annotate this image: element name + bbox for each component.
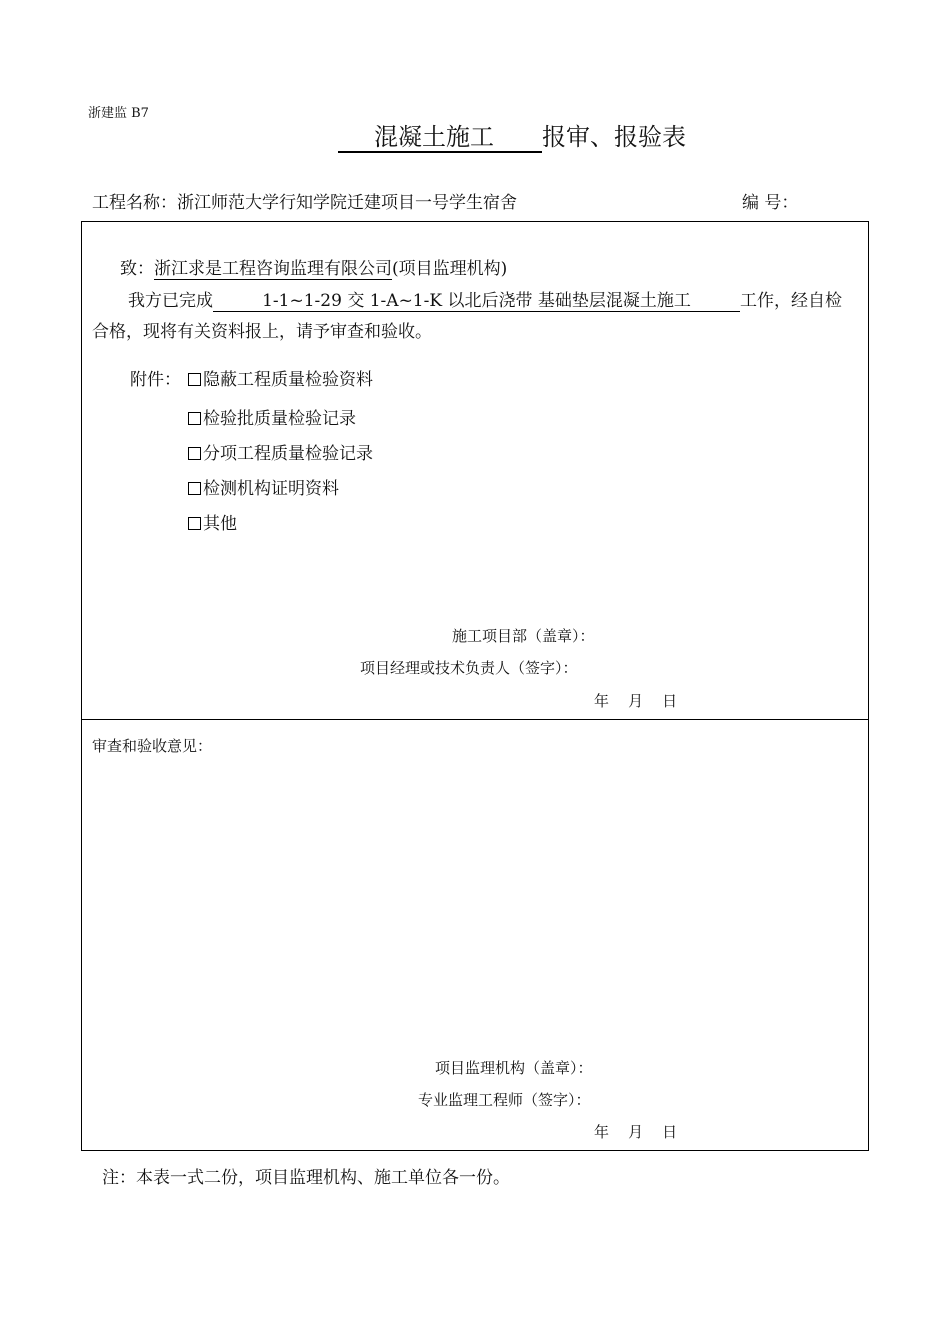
checkbox-icon[interactable] xyxy=(188,517,201,530)
supervision-org-stamp: 项目监理机构（盖章）： xyxy=(435,1059,593,1077)
attachment-item-inspection-lot[interactable]: 检验批质量检验记录 xyxy=(188,404,356,429)
attachment-label: 附件： xyxy=(130,370,181,390)
checkbox-icon[interactable] xyxy=(188,447,201,460)
checkbox-icon[interactable] xyxy=(188,482,201,495)
form-table xyxy=(81,221,869,1151)
title-underlined-field xyxy=(338,115,542,153)
checkbox-icon[interactable] xyxy=(188,373,201,386)
completed-value: 1-1~1-29 交 1-A~1-K 以北后浇带 基础垫层混凝土施工 xyxy=(213,286,740,312)
project-name-value: 浙江师范大学行知学院迁建项目一号学生宿舍 xyxy=(177,193,517,213)
project-number-label: 编 号： xyxy=(742,193,799,213)
to-value: 浙江求是工程咨询监理有限公司 xyxy=(154,254,392,280)
to-label: 致： xyxy=(120,259,154,279)
completed-suffix: 工作，经自检 xyxy=(740,291,842,311)
supervision-engineer-signature: 专业监理工程师（签字）： xyxy=(418,1091,591,1109)
to-suffix: (项目监理机构) xyxy=(392,259,508,279)
footnote: 注：本表一式二份，项目监理机构、施工单位各一份。 xyxy=(102,1168,510,1188)
attachment-item-hidden-works[interactable]: 隐蔽工程质量检验资料 xyxy=(188,365,373,390)
project-manager-signature: 项目经理或技术负责人（签字）： xyxy=(360,659,578,677)
completed-line xyxy=(128,286,842,312)
date-line: 年 月 日 xyxy=(594,692,678,710)
section-divider xyxy=(82,719,868,720)
checkbox-icon[interactable] xyxy=(188,412,201,425)
date-line: 年 月 日 xyxy=(594,1123,678,1141)
title-suffix: 报审、报验表 xyxy=(542,123,686,151)
attachment-item-subitem[interactable]: 分项工程质量检验记录 xyxy=(188,439,373,464)
review-opinion-label: 审查和验收意见： xyxy=(92,737,213,755)
form-title xyxy=(338,115,686,153)
construction-dept-stamp: 施工项目部（盖章）： xyxy=(452,627,595,645)
project-name-label: 工程名称： xyxy=(92,193,177,213)
request-line: 合格，现将有关资料报上，请予审查和验收。 xyxy=(92,322,432,342)
completed-prefix: 我方已完成 xyxy=(128,291,213,311)
attachment-item-testing-agency[interactable]: 检测机构证明资料 xyxy=(188,474,339,499)
attachment-item-other[interactable]: 其他 xyxy=(188,509,237,534)
project-name-line xyxy=(92,188,517,213)
addressee-line xyxy=(120,254,507,280)
form-code: 浙建监 B7 xyxy=(88,106,149,121)
title-prefix: 混凝土施工 xyxy=(374,123,494,151)
